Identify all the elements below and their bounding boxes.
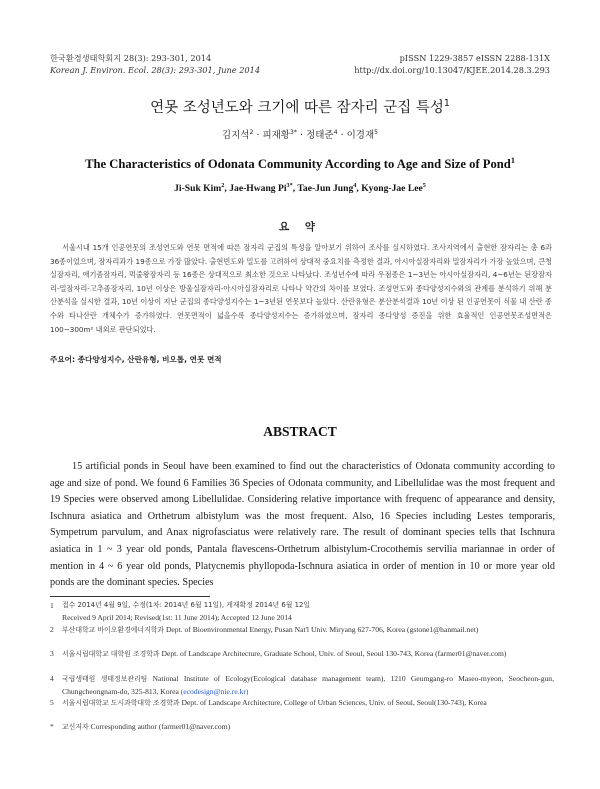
abstract-body: 15 artificial ponds in Seoul have been examined to find out the characteristics of Odonata community according to age and size of pond. We found 6 Families 36 Species of Odonata community, and Libellulidae was the most frequent and 19 Species were observed among Libellulidae. Considering relative importance with frequenc of appearance and density, Ischnura asiatica and Orthetrum albistylum was the most frequent. Also, 16 Species including Lestes temporaris, Sympetrum parvulum, and Anax nigrofasciatus were relatively rare. The result of dominant species tells that Ischnura asiatica in 1 ~ 3 year old ponds, Pantala flavescens-Orthetrum albistylum-Crocothemis servilia mariannae in order of mention in 4 ~ 6 year old ponds, Platycnemis phyllopoda-Ischnura asiatica in order of mention in 10 or more year old ponds are the dominant species. Species — [50, 461, 555, 589]
author-sup: 5 — [374, 128, 379, 136]
author-sup: 4 — [353, 181, 357, 189]
author-kr: 정태준 — [306, 130, 334, 141]
title-footnote-mark: 1 — [443, 98, 450, 110]
summary-body-kr: 서울시내 15개 인공연못의 조성연도와 연못 면적에 따른 잠자리 군집의 특성을 알아보기 위하여 조사를 실시하였다. 조사지역에서 출현한 잠자리는 총 6과 36종이었으며, 잠자리과가 19종으로 가장 많았다. 출현빈도와 밀도를 고려하여 상대적 중요치를 측정한 결과, 아시아실잠자리와 밀잠자리가 가장 높았으며, 큰청실잠자리, 애기좀잠자리, 먹줄왕잠자리 등 16종은 상대적으로 최소한 것으로 나타났다. 조성년수에 따라 우점종은 1~3년는 아시아실잠자리, 4~6년는 된장잠자리-밀잠자리-고추좀잠자리, 10년 이상은 방울실잠자리-아시아실잠자리로 나타나 약간의 차이를 보였다. 조성연도와 종다양성지수와의 관계를 분석하기 위해 분산분석을 실시한 결과, 10년 이상이 지난 군집의 종다양성지수는 1~3년된 연못보다 높았다. 산란유형은 분산분석결과 10년 이상 된 인공연못이 식물 내 산란 종수와 타나산란 개체수가 증가하였다. 연못면적이 넓을수록 종다양성지수는 증가하였으며, 잠자리 종다양성 증진을 위한 효율적인 인공연못조성면적은 100~300m² 내외로 판단되었다. — [50, 243, 552, 334]
journal-identifiers — [354, 52, 550, 76]
footnote-text-en: Dept. of Landscape Architecture, College of Urban Sciences, Univ. of Seoul, Seoul(130-743), Korea — [181, 698, 487, 707]
title-korean — [0, 96, 600, 117]
author-sup: 2 — [221, 181, 225, 189]
footnote-text-kr: 국립생태원 생태정보관리팀 — [62, 675, 148, 683]
footnote-number: 1 — [50, 601, 54, 610]
footnote — [50, 600, 554, 623]
author-en: Jae-Hwang Pi — [229, 183, 287, 194]
authors-korean — [0, 127, 600, 141]
authors-english: Ji-Suk Kim$^2$, Jae-Hwang $Pi^{3*}$, Tae-Jun Jung$^4$, Kyong-Jae Lee$^5$ — [174, 181, 426, 194]
footnote — [50, 697, 554, 710]
author-sup: 5 — [422, 181, 426, 189]
footnote-text-en: National Institute of Ecology(Ecological database management team), 1210 Geumgang-ro Maseo-myeon, Seocheon-gun, Chungcheongnam-do, 325-813, Korea — [62, 674, 554, 696]
title-footnote-mark: 1 — [510, 155, 515, 165]
keywords: 주요어: 종다양성지수, 산란유형, 비오톱, 연못 면적 — [50, 355, 222, 364]
footnote-number: * — [50, 722, 54, 731]
footnote-number: 3 — [50, 649, 54, 658]
author-sup: 2 — [249, 128, 254, 136]
footnote-text-kr: 교신저자 — [62, 723, 89, 731]
journal-name-en: Korean J. Environ. Ecol. 28(3): 293-301, June 2014 — [50, 65, 261, 75]
footnote — [50, 624, 554, 637]
footnote-text-kr: 서울시립대학교 대학원 조경학과 — [62, 650, 160, 658]
footnote-number: 4 — [50, 674, 54, 683]
author-sup: 3* — [289, 128, 297, 136]
footnote-text-en: Corresponding author (farmer01@naver.com) — [90, 722, 231, 731]
journal-header — [50, 52, 260, 76]
footnote-text-kr: 접수 2014년 4월 9일, 수정(1차: 2014년 6월 11일), 게재확정 2014년 6월 12일 — [62, 601, 311, 609]
author-kr: 이경재 — [346, 130, 375, 141]
title-english-text: The Characteristics of Odonata Community According to Age and Size of Pond — [85, 157, 511, 171]
footnote-text-kr: 부산대학교 바이오환경에너지학과 — [62, 626, 165, 634]
journal-name-kr: 한국환경생태학회지 28(3): 293-301, 2014 — [50, 53, 212, 63]
author-kr: 김지석 — [221, 130, 250, 141]
separator: · — [300, 130, 304, 141]
issn: pISSN 1229-3857 eISSN 2288-131X — [399, 53, 550, 63]
footnote-number: 5 — [50, 698, 54, 707]
title-english — [0, 157, 600, 172]
separator: · — [340, 130, 344, 141]
doi-link[interactable]: http://dx.doi.org/10.13047/KJEE.2014.28.3.293 — [354, 65, 550, 75]
author-en: Tae-Jun Jung — [297, 183, 354, 194]
footnote-divider — [50, 596, 210, 597]
author-en: Kyong-Jae Lee — [361, 183, 423, 194]
author-en: Ji-Suk Kim — [174, 183, 222, 194]
footnote — [50, 673, 554, 697]
footnote-number: 2 — [50, 625, 54, 634]
footnote-text-en: Received 9 April 2014; Revised(1st: 11 June 2014); Accepted 12 June 2014 — [62, 612, 292, 622]
abstract-heading: ABSTRACT — [263, 424, 337, 439]
summary-heading-kr: 요 약 — [279, 221, 321, 233]
footnote-text-en: Dept. of Bioenvironmental Energy, Pusan Nat'l Univ. Miryang 627-706, Korea (gstone1@hanmail.net) — [165, 625, 479, 634]
footnote — [50, 648, 554, 661]
footnote-text-kr: 서울시립대학교 도시과학대학 조경학과 — [62, 699, 180, 707]
author-kr: 피재황 — [262, 130, 290, 141]
footnote-text-en: Dept. of Landscape Architecture, Graduate School, Univ. of Seoul, Seoul 130-743, Korea (farmer01@naver.com) — [161, 649, 507, 658]
author-sup: 4 — [333, 128, 338, 136]
footnote — [50, 721, 554, 734]
separator: · — [256, 130, 260, 141]
author-sup: 3* — [286, 181, 293, 189]
footnote-email-link[interactable]: (ecodesign@nie.re.kr) — [180, 686, 249, 696]
title-korean-text: 연못 조성년도와 크기에 따른 잠자리 군집 특성 — [150, 100, 444, 116]
